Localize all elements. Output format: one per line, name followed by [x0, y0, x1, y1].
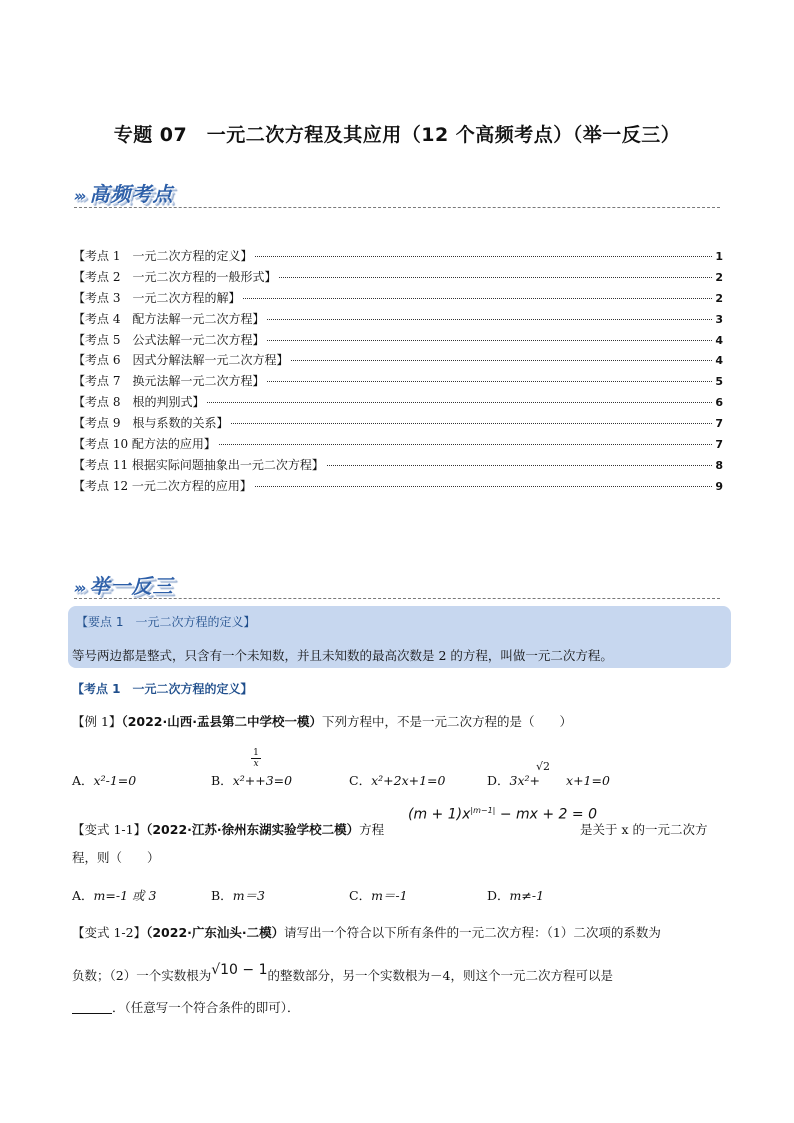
toc-label: 【考点 4 配方法解一元二次方程】 — [73, 311, 265, 326]
option-expr: x²-1=0 — [93, 773, 137, 788]
option-expr: x²+ — [232, 773, 256, 788]
toc-page-number: 3 — [715, 312, 723, 326]
toc-label: 【考点 3 一元二次方程的解】 — [73, 290, 241, 305]
variant-option-a — [72, 886, 156, 904]
option-expr: x²+2x+1=0 — [371, 773, 446, 788]
sqrt-exponent: √2 — [536, 760, 551, 773]
toc-page-number: 5 — [715, 375, 723, 389]
option-d — [487, 771, 610, 789]
variant1-1-line2: 程，则（ ） — [72, 850, 160, 865]
toc-page-number: 4 — [715, 333, 723, 347]
high-freq-banner-label: 高频考点 — [89, 182, 174, 206]
toc-page-number: 8 — [715, 458, 723, 472]
chevrons-icon: ››› — [74, 187, 84, 205]
option-expr: m＝3 — [232, 888, 265, 903]
option-letter: C． — [349, 888, 372, 903]
toc-leader-dots — [267, 340, 712, 341]
option-letter: B． — [211, 888, 233, 903]
option-letter: A． — [72, 773, 94, 788]
example1-tag: 【例 1】 — [72, 714, 122, 729]
toc-row[interactable] — [73, 268, 723, 289]
toc-leader-dots — [255, 486, 712, 487]
toc-page-number: 4 — [715, 354, 723, 368]
variant1-2-line2 — [72, 962, 613, 984]
toc-leader-dots — [267, 381, 712, 382]
variant1-1-equation — [408, 806, 597, 823]
variant1-1-question — [72, 820, 384, 838]
variant1-1-pre: 方程 — [359, 822, 385, 837]
variant1-2-text: 的整数部分，另一个实数根为－4，则这个一元二次方程可以是 — [267, 968, 613, 983]
toc-label: 【考点 1 一元二次方程的定义】 — [73, 249, 253, 263]
toc-page-number: 9 — [715, 479, 723, 493]
toc-page-number: 2 — [715, 270, 723, 284]
toc-label: 【考点 2 一元二次方程的一般形式】 — [73, 269, 277, 284]
toc-page-number: 6 — [715, 396, 723, 410]
toc-label: 【考点 8 根的判别式】 — [73, 395, 205, 410]
variant1-1-post: 是关于 x 的一元二次方 — [580, 822, 708, 837]
toc-page-number: 7 — [715, 417, 723, 431]
toc-leader-dots — [291, 360, 712, 361]
variant1-2-tag: 【变式 1-2】 — [72, 925, 147, 940]
option-letter: B． — [211, 773, 233, 788]
toc-leader-dots — [231, 423, 712, 424]
toc-row[interactable] — [73, 372, 723, 393]
toc-label: 【考点 6 因式分解法解一元二次方程】 — [73, 353, 289, 368]
toc-row[interactable] — [73, 477, 723, 498]
toc-row[interactable] — [73, 247, 723, 268]
option-letter: C． — [349, 773, 372, 788]
equation-part: (m + 1)x — [408, 806, 471, 823]
toc-label: 【考点 7 换元法解一元二次方程】 — [73, 374, 265, 389]
fraction-denominator: x — [251, 758, 261, 769]
answer-blank[interactable] — [72, 1013, 112, 1014]
fraction-numerator: 1 — [253, 748, 259, 758]
toc-leader-dots — [207, 402, 712, 403]
option-expr: m=-1 或 3 — [93, 888, 157, 903]
option-letter: A． — [72, 888, 94, 903]
option-expr: m≠-1 — [509, 888, 545, 903]
variant1-2-source: （2022·广东汕头·二模） — [146, 925, 285, 940]
toc-row[interactable] — [73, 414, 723, 435]
toc-row[interactable] — [73, 393, 723, 414]
toc-row[interactable] — [73, 456, 723, 477]
option-letter: D． — [487, 773, 510, 788]
page-title: 专题 07 一元二次方程及其应用（12 个高频考点）（举一反三） — [113, 124, 681, 146]
high-freq-banner — [74, 178, 174, 207]
section-heading: 【考点 1 一元二次方程的定义】 — [72, 682, 253, 696]
toc-leader-dots — [327, 465, 712, 466]
option-b — [211, 771, 292, 789]
banner-divider — [74, 598, 720, 599]
option-expr: 3x²+ — [509, 773, 541, 788]
variant1-1-source: （2022·江苏·徐州东湖实验学校二模） — [146, 822, 360, 837]
toc-label: 【考点 12 一元二次方程的应用】 — [73, 478, 252, 493]
toc-row[interactable] — [73, 289, 723, 310]
variant-option-c — [349, 886, 408, 904]
chevrons-icon: ››› — [74, 579, 84, 597]
toc-row[interactable] — [73, 435, 723, 456]
option-letter: D． — [487, 888, 510, 903]
variant1-2-line1 — [72, 923, 732, 941]
toc-leader-dots — [279, 277, 712, 278]
toc-leader-dots — [255, 256, 712, 257]
key-point-text: 等号两边都是整式，只含有一个未知数，并且未知数的最高次数是 2 的方程，叫做一元二次方程。 — [72, 648, 613, 663]
option-a — [72, 771, 136, 789]
toc-row[interactable] — [73, 310, 723, 331]
variant-option-b — [211, 886, 265, 904]
toc-row[interactable] — [73, 331, 723, 352]
banner-divider — [74, 207, 720, 208]
root-expression: √10 − 1 — [211, 962, 268, 978]
variant1-1-tag: 【变式 1-1】 — [72, 822, 147, 837]
equation-part: − mx + 2 = 0 — [495, 806, 598, 823]
example1-text: 下列方程中，不是一元二次方程的是（ ） — [321, 714, 572, 729]
toc-leader-dots — [267, 319, 712, 320]
example1-question — [72, 712, 572, 730]
variant1-2-text: ．（任意写一个符合条件的即可）． — [112, 1000, 300, 1015]
toc-label: 【考点 5 公式法解一元二次方程】 — [73, 332, 265, 347]
variant1-2-line3 — [72, 998, 300, 1016]
option-c — [349, 771, 445, 789]
toc-page-number: 7 — [715, 438, 723, 452]
examples-banner — [74, 570, 174, 599]
option-expr-tail: x+1=0 — [566, 773, 610, 788]
toc-label: 【考点 10 配方法的应用】 — [73, 437, 216, 452]
variant1-2-text: 负数；（2）一个实数根为 — [72, 968, 212, 983]
toc-page-number: 1 — [715, 250, 723, 263]
toc-label: 【考点 9 根与系数的关系】 — [73, 416, 229, 431]
variant-option-d — [487, 886, 544, 904]
example1-source: （2022·山西·盂县第二中学校一模） — [121, 714, 322, 729]
toc-leader-dots — [243, 298, 712, 299]
variant1-2-text: 请写出一个符合以下所有条件的一元二次方程：（1）二次项的系数为 — [284, 925, 661, 940]
toc-leader-dots — [219, 444, 712, 445]
equation-exponent: |m−1| — [470, 806, 496, 815]
key-point-title: 【要点 1 一元二次方程的定义】 — [76, 615, 256, 629]
toc-label: 【考点 11 根据实际问题抽象出一元二次方程】 — [73, 457, 324, 472]
table-of-contents — [73, 247, 723, 498]
option-expr-tail: +3=0 — [255, 773, 293, 788]
toc-page-number: 2 — [715, 291, 723, 305]
fraction-exponent — [251, 748, 261, 769]
examples-banner-label: 举一反三 — [89, 574, 174, 598]
toc-row[interactable] — [73, 351, 723, 372]
option-expr: m＝-1 — [371, 888, 408, 903]
